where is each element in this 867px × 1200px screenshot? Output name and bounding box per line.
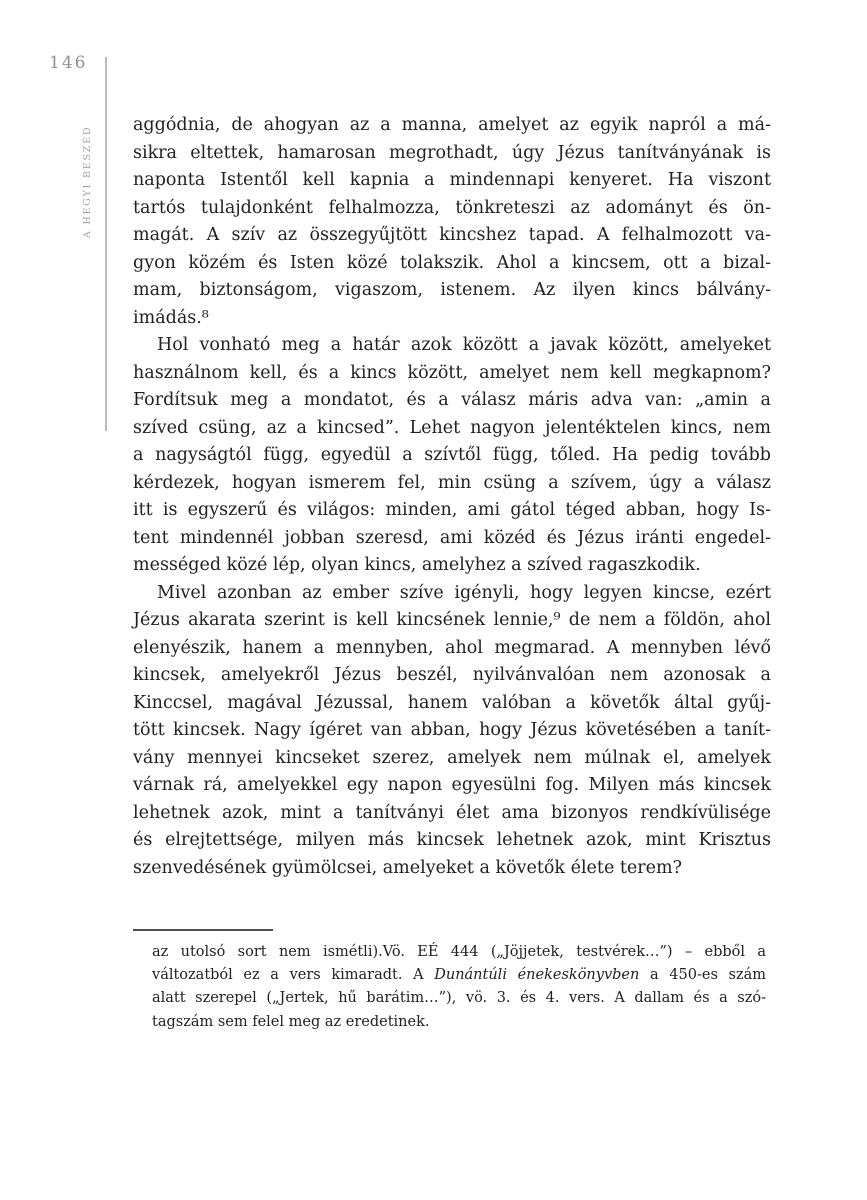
paragraph <box>133 580 771 883</box>
text-line: és elrejtettsége, milyen más kincsek lehetnek azok, mint Krisztus <box>133 830 771 850</box>
margin-label: A HEGYI BESZÉD <box>82 125 93 238</box>
text-span: az utolsó sort nem ismétli).Vö. EÉ 444 („Jöjjetek, testvérek…”) – ebből a <box>152 944 766 960</box>
text-span: tagszám sem felel meg az eredetinek. <box>152 1013 430 1030</box>
text-span: alatt szerepel („Jertek, hű barátim…”), vö. 3. és 4. vers. A dallam és a szó- <box>152 990 766 1007</box>
text-line: gyon közém és Isten közé tolakszik. Ahol a kincsem, ott a bizal- <box>133 252 771 273</box>
text-line: tartós tulajdonként felhalmozza, tönkreteszi az adományt és ön- <box>133 197 771 218</box>
text-line: aggódnia, de ahogyan az a manna, amelyet az egyik napról a má- <box>133 115 771 135</box>
text-span: a 450-es szám <box>639 967 766 984</box>
text-line: tent mindennél jobban szeresd, ami közéd és Jézus iránti engedel- <box>133 527 771 548</box>
margin-rule <box>105 57 107 431</box>
text-line: Kinccsel, magával Jézussal, hanem valóban a követők által gyűj- <box>133 692 771 713</box>
paragraph <box>133 112 771 332</box>
text-span: változatból ez a vers kimaradt. A <box>152 967 435 984</box>
footnote-rule <box>133 929 273 931</box>
text-line <box>152 987 766 1010</box>
text-line: Jézus akarata szerint is kell kincsének lennie,⁹ de nem a földön, ahol <box>133 610 771 630</box>
paragraph <box>152 941 766 1034</box>
body-text <box>133 112 771 882</box>
text-line: Mivel azonban az ember szíve igényli, hogy legyen kincse, ezért <box>157 582 771 603</box>
page-number: 146 <box>49 53 88 73</box>
paragraph <box>133 332 771 580</box>
text-line: mességed közé lép, olyan kincs, amelyhez a szíved ragaszkodik. <box>133 555 701 575</box>
text-line: Hol vonható meg a határ azok között a javak között, amelyeket <box>157 335 771 355</box>
text-line: itt is egyszerű és világos: minden, ami gátol téged abban, hogy Is- <box>133 500 771 520</box>
text-line: mam, biztonságom, vigaszom, istenem. Az ilyen kincs bálvány- <box>133 280 771 300</box>
text-line: kincsek, amelyekről Jézus beszél, nyilvánvalóan nem azonosak a <box>133 665 771 685</box>
text-line: lehetnek azok, mint a tanítványi élet ama bizonyos rendkívülisége <box>133 802 771 823</box>
footnote <box>152 941 766 1034</box>
italic-text: Dunántúli énekeskönyvben <box>434 967 640 984</box>
text-line: vány mennyei kincseket szerez, amelyek nem múlnak el, amelyek <box>133 747 771 768</box>
text-line <box>152 941 766 964</box>
text-line: Fordítsuk meg a mondatot, és a válasz máris adva van: „amin a <box>133 390 771 410</box>
text-line: imádás.⁸ <box>133 307 209 328</box>
text-line: naponta Istentől kell kapnia a mindennapi kenyeret. Ha viszont <box>133 170 771 190</box>
text-line <box>152 1011 766 1034</box>
text-line: sikra eltettek, hamarosan megrothadt, úgy Jézus tanítványának is <box>133 142 771 163</box>
text-line: a nagyságtól függ, egyedül a szívtől függ, tőled. Ha pedig tovább <box>133 445 771 465</box>
text-line: szenvedésének gyümölcsei, amelyeket a követők élete terem? <box>133 857 682 878</box>
text-line: várnak rá, amelyekkel egy napon egyesülni fog. Milyen más kincsek <box>133 775 771 795</box>
text-line: tött kincsek. Nagy ígéret van abban, hogy Jézus követésében a tanít- <box>133 720 771 740</box>
text-line: elenyészik, hanem a mennyben, ahol megmarad. A mennyben lévő <box>133 637 771 658</box>
text-line: használnom kell, és a kincs között, amelyet nem kell megkapnom? <box>133 362 771 383</box>
text-line: szíved csüng, az a kincsed”. Lehet nagyon jelentéktelen kincs, nem <box>133 417 771 438</box>
text-line: kérdezek, hogyan ismerem fel, min csüng a szívem, úgy a válasz <box>133 472 771 493</box>
text-line: magát. A szív az összegyűjtött kincshez tapad. A felhalmozott va- <box>133 225 771 245</box>
text-line <box>152 964 766 987</box>
